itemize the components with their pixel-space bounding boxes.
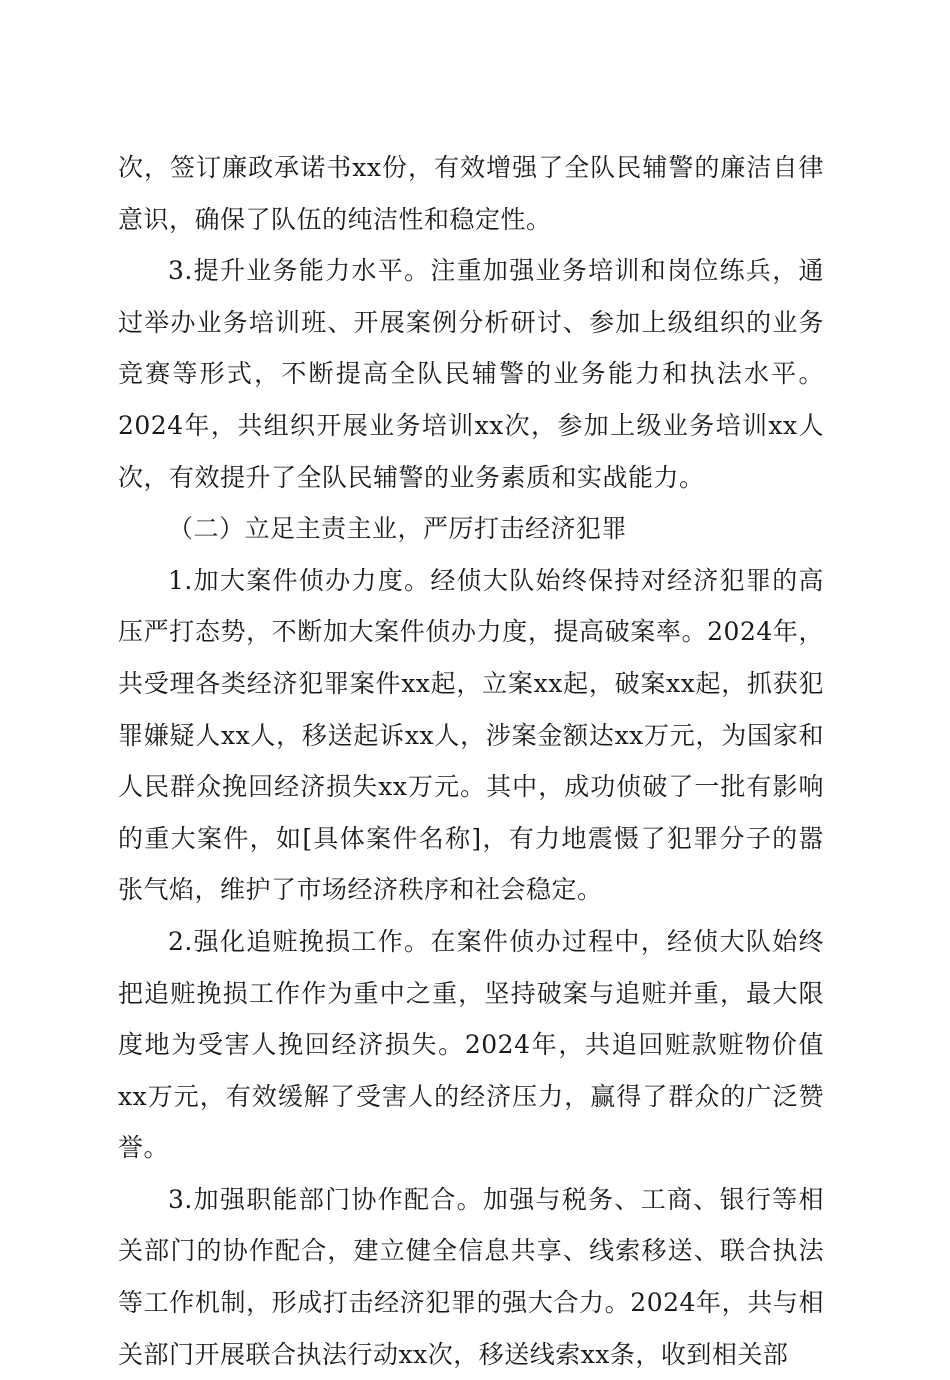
paragraph-business-capability: 3.提升业务能力水平。注重加强业务培训和岗位练兵，通过举办业务培训班、开展案例分析研讨、参加上级组织的业务竞赛等形式，不断提高全队民辅警的业务能力和执法水平。2024年，共组织开展业务培训xx次，参加上级业务培训xx人次，有效提升了全队民辅警的业务素质和实战能力。: [118, 256, 824, 492]
document-body: [118, 142, 824, 1380]
paragraph-loss-recovery: 2.强化追赃挽损工作。在案件侦办过程中，经侦大队始终把追赃挽损工作作为重中之重，坚持破案与追赃并重，最大限度地为受害人挽回经济损失。2024年，共追回赃款赃物价值xx万元，有效缓解了受害人的经济压力，赢得了群众的广泛赞誉。: [118, 926, 824, 1163]
paragraph-case-investigation: 1.加大案件侦办力度。经侦大队始终保持对经济犯罪的高压严打态势，不断加大案件侦办力度，提高破案率。2024年，共受理各类经济犯罪案件xx起，立案xx起，破案xx起，抓获犯罪嫌疑人xx人，移送起诉xx人，涉案金额达xx万元，为国家和人民群众挽回经济损失xx万元。其中，成功侦破了一批有影响的重大案件，如[具体案件名称]，有力地震慑了犯罪分子的嚣张气焰，维护了市场经济秩序和社会稳定。: [118, 565, 824, 905]
section-heading-economic-crime: （二）立足主责主业，严厉打击经济犯罪: [168, 514, 628, 544]
paragraph-department-cooperation: 3.加强职能部门协作配合。加强与税务、工商、银行等相关部门的协作配合，建立健全信息共享、线索移送、联合执法等工作机制，形成打击经济犯罪的强大合力。2024年，共与相关部门开展联合执法行动xx次，移送线索xx条，收到相关部: [118, 1184, 824, 1369]
paragraph-integrity-continued: 次，签订廉政承诺书xx份，有效增强了全队民辅警的廉洁自律意识，确保了队伍的纯洁性和稳定性。: [118, 153, 824, 234]
